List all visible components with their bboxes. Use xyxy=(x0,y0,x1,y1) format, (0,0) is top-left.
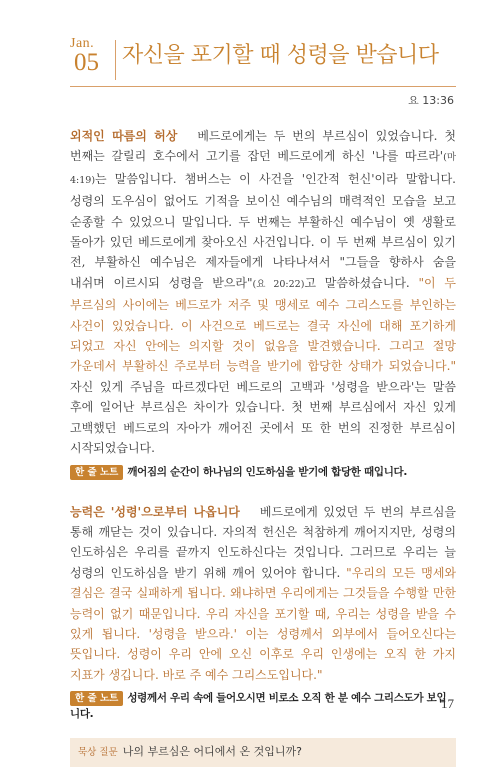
body-text: 는 말씀입니다. 챔버스는 이 사건을 '인간적 헌신'이라 말합니다. 성령의 도우심이 없어도 기적을 보이신 예수님의 매력적인 모습을 보고 순종할 수 있었으니 말입니다. 두 번째는 부활하신 예수님이 옛 생활로 돌아가 있던 베드로에게 찾아오신 사건입니다. 이 두 번째 부르심이 있기 전, 부활하신 예수님은 제자들에게 나타나셔서 "그들을 향하사 숨을 내쉬며 이르시되 성령을 받으라" xyxy=(70,171,456,290)
highlighted-quote: "이 두 부르심의 사이에는 베드로가 저주 및 맹세로 예수 그리스도를 부인하는 사건이 있었습니다. 이 사건으로 베드로는 결국 자신에 대해 포기하게 되었고 자신 안에는 의지할 것이 없음을 발견했습니다. 그리고 절망 가운데서 부활하신 주로부터 능력을 받기에 합당한 상태가 되었습니다." xyxy=(70,275,456,374)
note-text: 성령께서 우리 속에 들어오시면 비로소 오직 한 분 예수 그리스도가 보입니다. xyxy=(70,692,447,721)
date-month: Jan. xyxy=(70,36,95,51)
note-badge: 한 줄 노트 xyxy=(70,465,123,480)
body-text: 자신 있게 주님을 따르겠다던 베드로의 고백과 '성령을 받으라'는 말씀 후에 일어난 부르심은 차이가 있습니다. 첫 번째 부르심에서 자신 있게 고백했던 베드로의 자아가 깨어진 곳에서 또 한 번의 진정한 부르심이 시작되었습니다. xyxy=(70,379,456,456)
section-1-body xyxy=(70,129,456,455)
page-title: 자신을 포기할 때 성령을 받습니다 xyxy=(122,43,439,68)
section-1-paragraph xyxy=(70,126,456,459)
meditation-label: 묵상 질문 xyxy=(78,747,118,759)
devotional-content xyxy=(70,126,456,767)
scripture-reference: 요 13:36 xyxy=(408,94,454,107)
verse-citation: (마 4:19) xyxy=(70,152,456,186)
note-badge: 한 줄 노트 xyxy=(70,691,123,706)
section-2-note xyxy=(70,690,456,722)
header-rule xyxy=(70,86,456,87)
section-1-subhead: 외적인 따름의 허상 xyxy=(70,129,178,143)
section-2-subhead: 능력은 '성령'으로부터 나옵니다 xyxy=(70,504,240,519)
header-divider xyxy=(115,40,116,80)
highlighted-quote: "우리의 모든 맹세와 결심은 결국 실패하게 됩니다. 왜냐하면 우리에게는 그것들을 수행할 만한 능력이 없기 때문입니다. 우리 자신을 포기할 때, 우리는 성령을 받을 수 있게 됩니다. '성령을 받으라.' 이는 성령께서 외부에서 들어오신다는 뜻입니다. 성령이 우리 안에 오신 이후로 우리 인생에는 오직 한 가지 지표가 생깁니다. 바로 주 예수 그리스도입니다." xyxy=(70,565,457,682)
body-text: 고 말씀하셨습니다. xyxy=(304,275,419,290)
date-day: 05 xyxy=(74,49,99,76)
meditation-question xyxy=(70,738,456,767)
section-2-body xyxy=(70,505,456,682)
page-number: 17 xyxy=(441,696,454,711)
page-header xyxy=(70,36,470,86)
meditation-text: 나의 부르심은 어디에서 온 것입니까? xyxy=(122,745,302,759)
note-text: 깨어짐의 순간이 하나님의 인도하심을 받기에 합당한 때입니다. xyxy=(127,465,408,478)
section-2-paragraph xyxy=(70,502,456,686)
verse-citation: (요 20:22) xyxy=(252,278,305,290)
body-text: 베드로에게 있었던 두 번의 부르심을 통해 깨닫는 것이 있습니다. 자의적 헌신은 척참하게 깨어지지만, 성령의 인도하심은 우리를 끝까지 인도하신다는 것입니다. 그러므로 우리는 늘 성령의 인도하심을 받기 위해 깨어 있어야 합니다. xyxy=(70,504,456,580)
body-text: 베드로에게는 두 번의 부르심이 있었습니다. 첫 번째는 갈릴리 호수에서 고기를 잡던 베드로에게 하신 '나를 따르라' xyxy=(70,129,456,164)
section-1-note xyxy=(70,464,456,480)
